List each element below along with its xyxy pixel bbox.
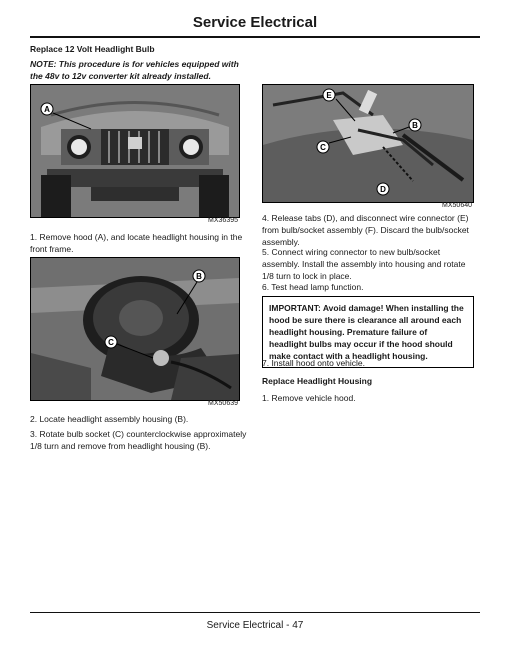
- figure1-code: MX36395: [208, 217, 238, 224]
- callout-b: B: [196, 272, 202, 281]
- header-rule: [30, 36, 480, 38]
- step-4-text: 4. Release tabs (D), and disconnect wire connector (E) from bulb/socket assembly (F). Discard the bulb/socket assembly.: [262, 213, 469, 247]
- housing-step-1-text: 1. Remove vehicle hood.: [262, 393, 356, 403]
- section-title-housing: Replace Headlight Housing: [262, 376, 373, 386]
- vehicle-front-illustration: [31, 85, 239, 217]
- callout-c-right: C: [320, 143, 326, 152]
- callout-a: A: [44, 105, 50, 114]
- step-2-text: 2. Locate headlight assembly housing (B).: [30, 414, 189, 424]
- callout-c: C: [108, 338, 114, 347]
- page-footer: Service Electrical - 47: [206, 620, 304, 631]
- section-title-bulb: Replace 12 Volt Headlight Bulb: [30, 44, 155, 54]
- callout-b-right: B: [412, 121, 418, 130]
- step-6-text: 6. Test head lamp function.: [262, 282, 364, 292]
- important-notice: IMPORTANT: Avoid damage! When installing the hood be sure there is clearance all around each headlight housing. Premature failure of headlight bulbs may occur if the hood should make contact with a headlight housing.: [262, 296, 474, 368]
- figure-headlight-housing: [30, 257, 240, 401]
- step-5-text: 5. Connect wiring connector to new bulb/socket assembly. Install the assembly into housing and rotate 1/8 turn to lock in place.: [262, 247, 466, 281]
- step-1-text: 1. Remove hood (A), and locate headlight housing in the front frame.: [30, 232, 243, 254]
- callout-e: E: [326, 91, 332, 100]
- figure3-code: MX50640: [442, 202, 472, 209]
- footer-rule: [30, 612, 480, 613]
- step-7-text: 7. Install hood onto vehicle.: [262, 358, 366, 368]
- note-text: NOTE: This procedure is for vehicles equipped with the 48v to 12v converter kit already installed.: [30, 59, 239, 81]
- bulb-connector-illustration: [263, 85, 473, 202]
- figure-bulb-connector: [262, 84, 474, 203]
- figure2-code: MX50639: [208, 400, 238, 407]
- callout-d: D: [380, 185, 386, 194]
- step-3-text: 3. Rotate bulb socket (C) counterclockwise approximately 1/8 turn and remove from headlight housing (B).: [30, 429, 247, 451]
- headlight-housing-illustration: [31, 258, 239, 400]
- page-title: Service Electrical: [192, 14, 318, 31]
- figure-hood-front: [30, 84, 240, 218]
